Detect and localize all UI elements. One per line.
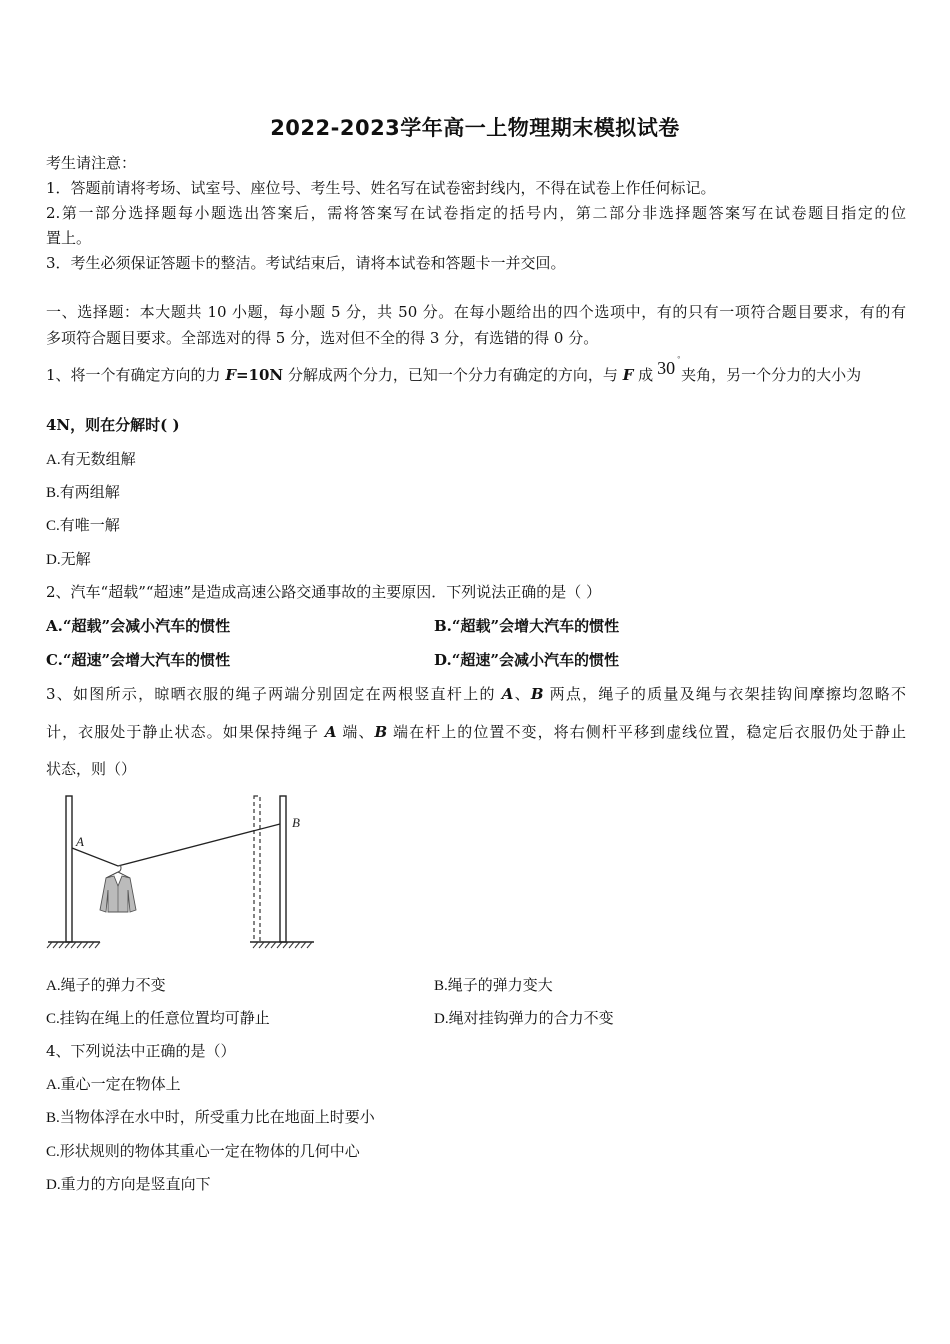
q3-option-a: A.绳子的弹力不变 [46, 978, 166, 994]
q1-stem-c: 夹角，另一个分力的大小为 [681, 366, 862, 384]
q3-stem-2c: 端在杆上的位置不变，将右侧杆平移到虚线位置，稳定后衣服仍处于静止 [387, 723, 906, 741]
q1-stem [46, 355, 862, 385]
q1-option-b: B.有两组解 [46, 485, 120, 501]
q3-point-a-2: A [324, 723, 337, 741]
left-pole [66, 796, 72, 942]
q3-stem-2a: 计，衣服处于静止状态。如果保持绳子 [46, 723, 325, 741]
q3-point-b-2: B [374, 723, 388, 741]
q1-option-d: D.无解 [46, 552, 91, 568]
q2-option-b: B.“超载”会增大汽车的惯性 [434, 617, 620, 635]
q3-stem-1b: 两点，绳子的质量及绳与衣架挂钩间摩擦均忽略不 [543, 685, 906, 703]
jacket-icon [100, 865, 136, 912]
q3-option-b: B.绳子的弹力变大 [434, 978, 553, 994]
q3-sep: 、 [513, 685, 531, 703]
q1-angle-var: F [622, 366, 634, 384]
label-b: B [292, 815, 300, 830]
q4-stem: 4、下列说法中正确的是（） [46, 1042, 236, 1060]
q2-option-d: D.“超速”会减小汽车的惯性 [434, 651, 619, 669]
q1-force-var: F [225, 366, 236, 384]
q1-stem-cont: 4N，则在分解时( ) [46, 416, 180, 434]
q1-option-c: C.有唯一解 [46, 518, 120, 534]
section-intro-line-1: 一、选择题：本大题共 10 小题，每小题 5 分，共 50 分。在每小题给出的四个选项中，有的只有一项符合题目要求，有的有 [46, 303, 906, 321]
notice-item-2: 2.第一部分选择题每小题选出答案后，需将答案写在试卷指定的括号内，第二部分非选择题答案写在试卷题目指定的位 [46, 204, 906, 222]
q3-stem-2b: 端、 [336, 723, 375, 741]
section-intro-line-2: 多项符合题目要求。全部选对的得 5 分，选对但不全的得 3 分，有选错的得 0 分。 [46, 329, 599, 347]
q3-stem-line-1 [46, 683, 906, 704]
label-a: A [76, 834, 84, 849]
ground-left-hatch [47, 942, 100, 948]
q3-option-d: D.绳对挂钩弹力的合力不变 [434, 1011, 614, 1027]
q1-angle-value [657, 355, 681, 379]
q3-stem-line-3: 状态，则（） [46, 760, 137, 778]
q1-angle-pre: 成 [633, 366, 654, 384]
rope [72, 824, 280, 866]
q4-option-b: B.当物体浮在水中时，所受重力比在地面上时要小 [46, 1110, 375, 1126]
notice-item-3: 3．考生必须保证答题卡的整洁。考试结束后，请将本试卷和答题卡一并交回。 [46, 254, 566, 272]
q1-stem-a: 1、将一个有确定方向的力 [46, 366, 226, 384]
notice-item-1: 1．答题前请将考场、试室号、座位号、考生号、姓名写在试卷密封线内，不得在试卷上作任何标记。 [46, 179, 716, 197]
q1-stem-b: 分解成两个分力，已知一个分力有确定的方向，与 [283, 366, 623, 384]
q2-option-a: A.“超载”会减小汽车的惯性 [46, 617, 231, 635]
notice-item-2-cont: 置上。 [46, 229, 92, 247]
dashed-pole [254, 796, 260, 942]
q1-angle-number: 30 [657, 358, 676, 378]
q4-option-a: A.重心一定在物体上 [46, 1077, 181, 1093]
q2-option-c: C.“超速”会增大汽车的惯性 [46, 651, 231, 669]
page-title: 2022-2023学年高一上物理期末模拟试卷 [270, 116, 680, 140]
q3-stem-1a: 3、如图所示，晾晒衣服的绳子两端分别固定在两根竖直杆上的 [46, 685, 502, 703]
q2-stem: 2、汽车“超载”“超速”是造成高速公路交通事故的主要原因．下列说法正确的是（ ） [46, 583, 601, 601]
q1-angle-unit: ° [677, 355, 681, 363]
q4-option-c: C.形状规则的物体其重心一定在物体的几何中心 [46, 1144, 360, 1160]
notice-heading: 考生请注意： [46, 154, 137, 172]
q3-point-a: A [501, 685, 514, 703]
q3-stem-line-2 [46, 721, 906, 742]
q3-option-c: C.挂钩在绳上的任意位置均可静止 [46, 1011, 270, 1027]
q3-figure-clothesline [44, 790, 314, 950]
right-pole [280, 796, 286, 942]
q4-option-d: D.重力的方向是竖直向下 [46, 1177, 211, 1193]
q3-point-b: B [530, 685, 544, 703]
q1-force-val: =10N [235, 366, 284, 384]
q1-option-a: A.有无数组解 [46, 452, 136, 468]
ground-right-hatch [253, 942, 312, 948]
